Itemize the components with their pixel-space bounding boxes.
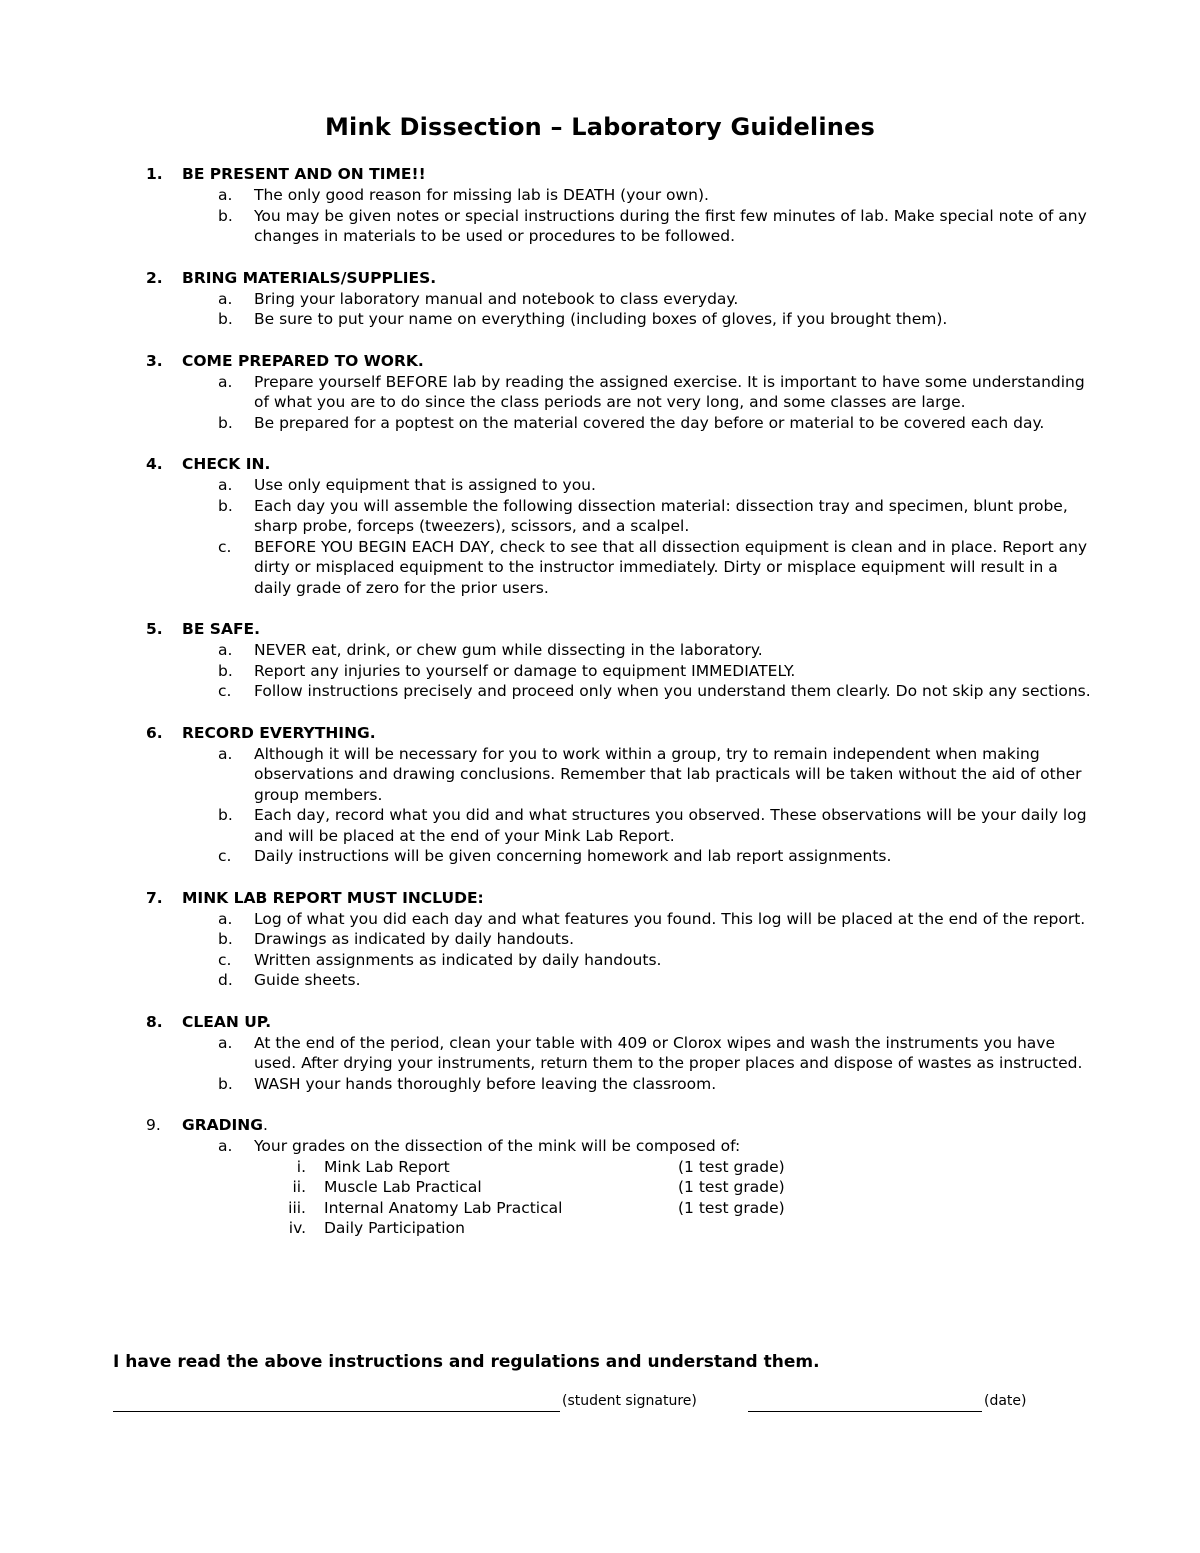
item-marker: b. [218, 496, 233, 515]
grade-component-row [146, 1157, 1106, 1178]
section-7 [146, 888, 1106, 991]
item-text: Bring your laboratory manual and notebook to class everyday. [254, 289, 739, 308]
list-item [146, 970, 1094, 991]
item-marker: b. [218, 930, 233, 948]
item-text: Follow instructions precisely and proceed only when you understand them clearly. Do not skip any sections. [254, 682, 1091, 700]
item-text: Drawings as indicated by daily handouts. [254, 930, 574, 948]
item-marker: a. [218, 476, 233, 494]
section-title: COME PREPARED TO WORK. [182, 351, 424, 370]
item-text: You may be given notes or special instructions during the first few minutes of lab. Make special note of any changes in materials to be used or procedures to be followed. [254, 206, 1087, 245]
section-number: 6. [146, 723, 163, 742]
item-marker: a. [218, 1033, 233, 1052]
grade-component-row [146, 1218, 1106, 1239]
item-marker: b. [218, 806, 233, 824]
item-text: Each day, record what you did and what structures you observed. These observations will be your daily log and will be placed at the end of your Mink Lab Report. [254, 806, 1087, 845]
list-item [146, 289, 1094, 310]
section-heading [146, 888, 1106, 909]
section-items [146, 372, 1106, 434]
section-items [146, 289, 1106, 330]
section-5 [146, 619, 1106, 702]
item-marker: c. [218, 682, 232, 700]
section-title: BE PRESENT AND ON TIME!! [182, 165, 426, 183]
section-items [146, 185, 1106, 247]
section-title: RECORD EVERYTHING. [182, 723, 376, 742]
section-4 [146, 454, 1106, 598]
grade-label: Mink Lab Report [324, 1157, 450, 1176]
list-item [146, 309, 1094, 330]
grade-number: iii. [288, 1198, 306, 1217]
section-title: CLEAN UP. [182, 1012, 272, 1031]
item-marker: a. [218, 744, 233, 763]
list-item [146, 929, 1094, 950]
section-number: 1. [146, 165, 163, 183]
item-marker: a. [218, 186, 233, 204]
list-item [146, 909, 1094, 930]
date-line[interactable] [748, 1411, 982, 1412]
item-marker: d. [218, 971, 233, 989]
item-text: At the end of the period, clean your table with 409 or Clorox wipes and wash the instruments you have used. After drying your instruments, return them to the proper places and dispose of wastes as instructed. [254, 1033, 1083, 1072]
list-item [146, 206, 1094, 247]
item-text: Log of what you did each day and what features you found. This log will be placed at the end of the report. [254, 909, 1086, 928]
grade-components [146, 1157, 1106, 1239]
acknowledgement-statement: I have read the above instructions and regulations and understand them. [113, 1352, 820, 1372]
section-title: MINK LAB REPORT MUST INCLUDE: [182, 888, 484, 907]
item-marker: a. [218, 641, 233, 659]
item-text: Daily instructions will be given concerning homework and lab report assignments. [254, 847, 892, 865]
item-text: Be sure to put your name on everything (including boxes of gloves, if you brought them). [254, 310, 948, 328]
section-heading [146, 268, 1106, 289]
date-label: (date) [984, 1393, 1027, 1409]
guidelines-list [146, 164, 1106, 1260]
section-heading [146, 1012, 1106, 1033]
list-item [146, 846, 1094, 867]
section-number: 3. [146, 351, 163, 370]
grading-title: GRADING [182, 1116, 263, 1134]
item-marker: b. [218, 661, 233, 680]
item-text: NEVER eat, drink, or chew gum while dissecting in the laboratory. [254, 641, 763, 659]
grade-label: Muscle Lab Practical [324, 1178, 482, 1196]
item-marker: c. [218, 847, 232, 865]
grade-number: i. [296, 1157, 306, 1176]
grade-weight: (1 test grade) [678, 1178, 785, 1196]
section-6 [146, 723, 1106, 867]
list-item [146, 744, 1094, 806]
list-item [146, 537, 1094, 599]
list-item [146, 661, 1094, 682]
section-title: CHECK IN. [182, 455, 271, 473]
item-text: Written assignments as indicated by daily handouts. [254, 950, 662, 969]
section-number: 2. [146, 268, 163, 287]
section-items [146, 640, 1106, 702]
section-heading [146, 454, 1106, 475]
item-text: Although it will be necessary for you to work within a group, try to remain independent when making observations and drawing conclusions. Remember that lab practicals will be taken without the aid of other group members. [254, 744, 1082, 804]
signature-line[interactable] [113, 1411, 560, 1412]
list-item [146, 496, 1094, 537]
section-2 [146, 268, 1106, 330]
section-1 [146, 164, 1106, 247]
section-items [146, 475, 1106, 598]
list-item [146, 1033, 1094, 1074]
list-item [146, 372, 1094, 413]
section-heading [146, 619, 1106, 640]
item-text: Be prepared for a poptest on the material covered the day before or material to be covered each day. [254, 413, 1045, 432]
section-title: BRING MATERIALS/SUPPLIES. [182, 268, 437, 287]
list-item [146, 413, 1094, 434]
grade-weight: (1 test grade) [678, 1157, 785, 1176]
section-heading [146, 164, 1106, 185]
item-text: WASH your hands thoroughly before leaving the classroom. [254, 1074, 717, 1093]
item-marker: c. [218, 537, 232, 556]
list-item [146, 640, 1094, 661]
list-item [146, 805, 1094, 846]
list-item [146, 950, 1094, 971]
item-text: BEFORE YOU BEGIN EACH DAY, check to see that all dissection equipment is clean and in place. Report any dirty or misplaced equipment to the instructor immediately. Dirty or misplace equipment will result in a daily grade of zero for the prior users. [254, 537, 1088, 597]
section-heading [146, 723, 1106, 744]
item-text: Each day you will assemble the following dissection material: dissection tray and specimen, blunt probe, sharp probe, forceps (tweezers), scissors, and a scalpel. [254, 496, 1068, 535]
section-title: BE SAFE. [182, 620, 261, 638]
section-number: 9. [146, 1116, 161, 1134]
grade-component-row [146, 1177, 1106, 1198]
item-marker: c. [218, 950, 232, 969]
list-item [146, 681, 1094, 702]
grade-number: ii. [292, 1178, 306, 1196]
section-items [146, 1136, 1106, 1157]
signature-label: (student signature) [562, 1393, 697, 1409]
item-marker: b. [218, 413, 233, 432]
item-marker: b. [218, 1074, 233, 1093]
section-number: 5. [146, 620, 163, 638]
section-number: 8. [146, 1012, 163, 1031]
item-text: Your grades on the dissection of the mink will be composed of: [254, 1137, 741, 1155]
section-3 [146, 351, 1106, 434]
section-number: 4. [146, 455, 163, 473]
item-text: Prepare yourself BEFORE lab by reading the assigned exercise. It is important to have some understanding of what you are to do since the class periods are not very long, and some classes are large. [254, 372, 1085, 411]
grade-weight: (1 test grade) [678, 1198, 785, 1217]
list-item [146, 1074, 1094, 1095]
section-title [182, 1115, 268, 1136]
section-items [146, 744, 1106, 867]
section-items [146, 1033, 1106, 1095]
item-marker: a. [218, 909, 233, 928]
item-marker: a. [218, 1137, 233, 1155]
item-marker: a. [218, 372, 233, 391]
item-text: Guide sheets. [254, 971, 361, 989]
list-item [146, 1136, 1094, 1157]
item-text: The only good reason for missing lab is DEATH (your own). [254, 186, 709, 204]
grade-number: iv. [288, 1219, 306, 1237]
grade-component-row [146, 1198, 1106, 1219]
item-marker: b. [218, 310, 233, 328]
item-text: Use only equipment that is assigned to you. [254, 476, 596, 494]
grade-label: Daily Participation [324, 1219, 465, 1237]
list-item [146, 475, 1094, 496]
item-marker: a. [218, 289, 233, 308]
item-marker: b. [218, 206, 233, 225]
section-grading [146, 1115, 1106, 1239]
section-heading [146, 1115, 1106, 1136]
section-heading [146, 351, 1106, 372]
section-number: 7. [146, 888, 163, 907]
grading-title-suffix: . [262, 1116, 268, 1134]
page-title: Mink Dissection – Laboratory Guidelines [324, 113, 876, 141]
grade-label: Internal Anatomy Lab Practical [324, 1198, 563, 1217]
section-items [146, 909, 1106, 991]
item-text: Report any injuries to yourself or damage to equipment IMMEDIATELY. [254, 661, 796, 680]
section-8 [146, 1012, 1106, 1095]
list-item [146, 185, 1094, 206]
